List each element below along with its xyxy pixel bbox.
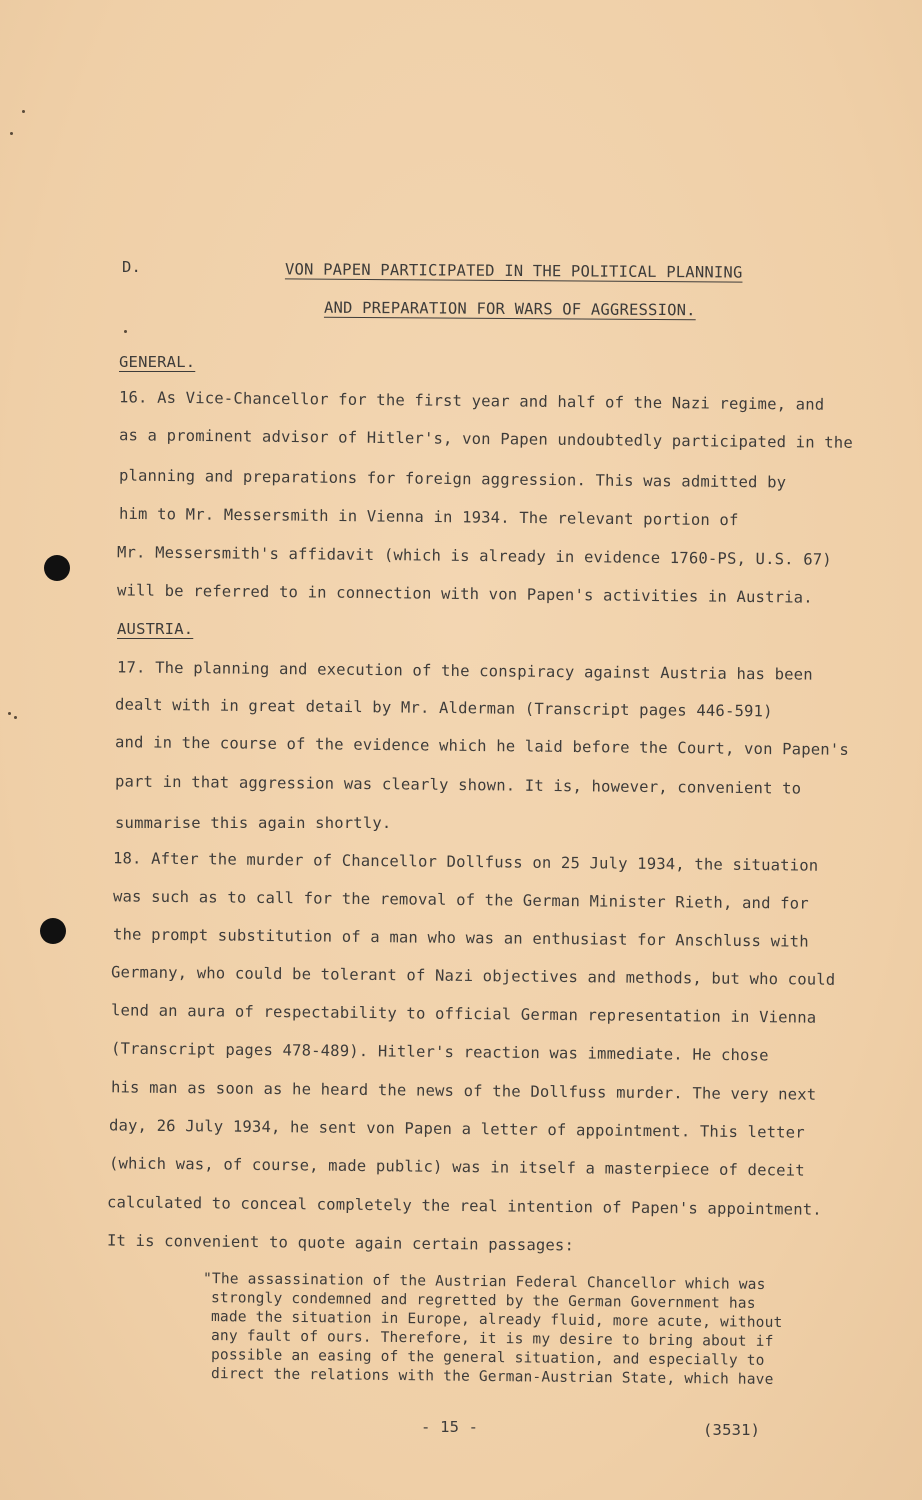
- text-line: planning and preparations for foreign aggression. This was admitted by: [118, 466, 787, 492]
- text-line: (which was, of course, made public) was in itself a masterpiece of deceit: [108, 1154, 805, 1180]
- quote-line: possible an easing of the general situation, and especially to: [210, 1347, 765, 1369]
- speck: [10, 132, 13, 135]
- quote-line: strongly condemned and regretted by the German Government has: [210, 1290, 756, 1312]
- heading-line-2: AND PREPARATION FOR WARS OF AGGRESSION.: [323, 298, 696, 320]
- text-line: was such as to call for the removal of the German Minister Rieth, and for: [112, 887, 809, 913]
- punch-hole-top: [44, 555, 70, 581]
- document-number: (3531): [703, 1421, 761, 1439]
- text-line: part in that aggression was clearly shown. It is, however, convenient to: [114, 772, 802, 798]
- text-line: and in the course of the evidence which he laid before the Court, von Papen's: [114, 733, 850, 759]
- text-line: the prompt substitution of a man who was an enthusiast for Anschluss with: [112, 925, 809, 951]
- text-line: as a prominent advisor of Hitler's, von Papen undoubtedly participated in the: [118, 426, 854, 452]
- quote-line: "The assassination of the Austrian Federal Chancellor which was: [202, 1271, 766, 1293]
- text-line: 16. As Vice-Chancellor for the first year and half of the Nazi regime, and: [118, 388, 825, 414]
- subheading-austria: AUSTRIA.: [117, 620, 194, 638]
- page-number: - 15 -: [421, 1418, 479, 1436]
- quote-line: any fault of ours. Therefore, it is my desire to bring about if: [210, 1328, 774, 1350]
- text-line: 18. After the murder of Chancellor Dollfuss on 25 July 1934, the situation: [112, 849, 819, 875]
- speck: [8, 712, 11, 715]
- text-line: calculated to conceal completely the real intention of Papen's appointment.: [106, 1193, 822, 1219]
- text-line: day, 26 July 1934, he sent von Papen a letter of appointment. This letter: [108, 1116, 805, 1142]
- text-line: lend an aura of respectability to official German representation in Vienna: [110, 1001, 817, 1027]
- heading-line-1: VON PAPEN PARTICIPATED IN THE POLITICAL PLANNING: [284, 260, 743, 282]
- text-line: summarise this again shortly.: [115, 814, 392, 832]
- text-line: Germany, who could be tolerant of Nazi objectives and methods, but who could: [110, 963, 836, 989]
- subheading-general: GENERAL.: [119, 353, 196, 371]
- quote-line: direct the relations with the German-Austrian State, which have: [210, 1366, 774, 1388]
- text-line: 17. The planning and execution of the conspiracy against Austria has been: [116, 658, 813, 684]
- punch-hole-bottom: [40, 918, 66, 944]
- text-line: him to Mr. Messersmith in Vienna in 1934. The relevant portion of: [118, 504, 739, 530]
- text-line: his man as soon as he heard the news of the Dollfuss murder. The very next: [110, 1078, 817, 1104]
- speck: [14, 716, 17, 719]
- section-letter: D.: [122, 258, 142, 276]
- text-line: will be referred to in connection with von Papen's activities in Austria.: [116, 581, 813, 607]
- text-line: (Transcript pages 478-489). Hitler's reaction was immediate. He chose: [110, 1039, 769, 1065]
- text-line: It is convenient to quote again certain passages:: [106, 1231, 575, 1255]
- text-line: Mr. Messersmith's affidavit (which is already in evidence 1760-PS, U.S. 67): [116, 543, 832, 569]
- speck: [22, 110, 25, 113]
- quote-line: made the situation in Europe, already fluid, more acute, without: [210, 1309, 783, 1331]
- text-line: dealt with in great detail by Mr. Alderman (Transcript pages 446-591): [114, 695, 773, 721]
- speck: [124, 330, 127, 333]
